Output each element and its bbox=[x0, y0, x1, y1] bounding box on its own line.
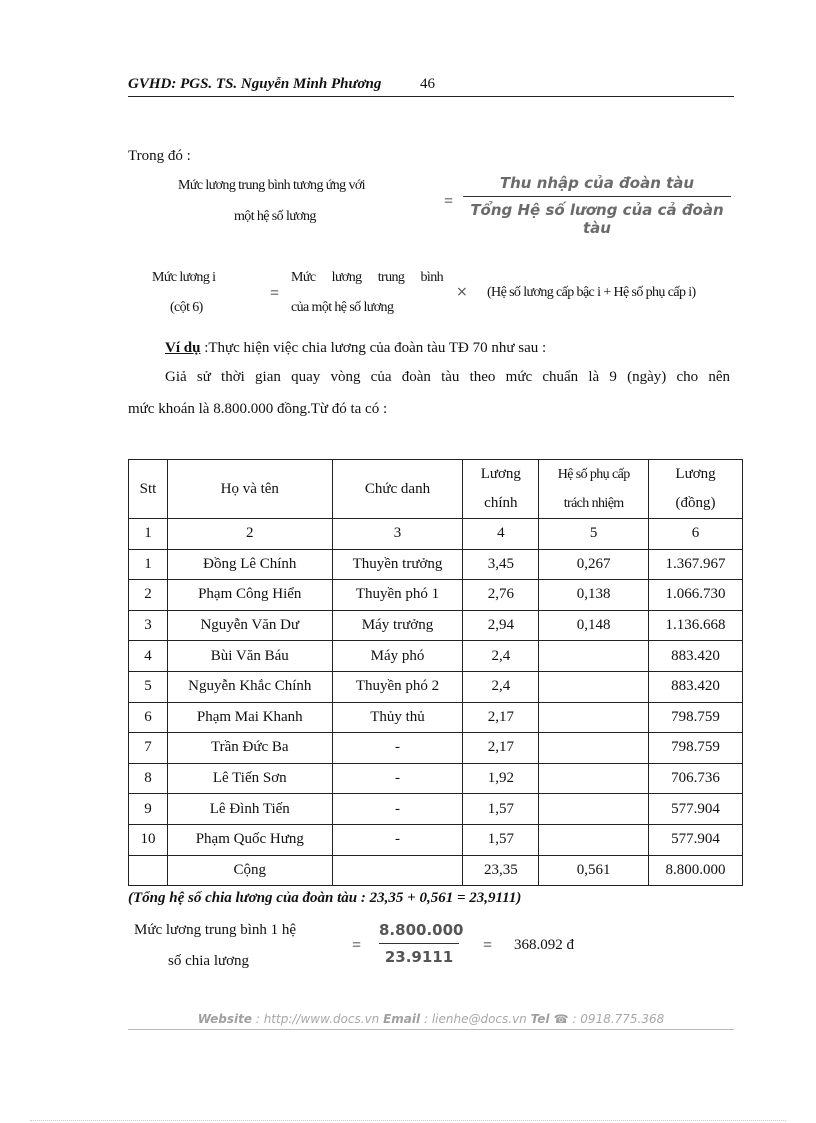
table-cell bbox=[539, 763, 649, 794]
table-cell: 5 bbox=[129, 671, 168, 702]
table-row bbox=[129, 702, 743, 733]
salary-table bbox=[128, 459, 743, 886]
table-cell: Nguyễn Khắc Chính bbox=[167, 671, 332, 702]
table-cell: Phạm Mai Khanh bbox=[167, 702, 332, 733]
table-cell: 23,35 bbox=[463, 855, 539, 886]
table-cell: Lê Đình Tiến bbox=[167, 794, 332, 825]
table-cell: 0,561 bbox=[539, 855, 649, 886]
table-cell: 1.066.730 bbox=[649, 580, 743, 611]
table-cell: 2 bbox=[129, 580, 168, 611]
table-index-row bbox=[129, 519, 743, 550]
table-cell: 10 bbox=[129, 824, 168, 855]
table-cell: 3,45 bbox=[463, 549, 539, 580]
page-bottom-border bbox=[30, 1120, 786, 1121]
table-cell: 3 bbox=[129, 610, 168, 641]
formula3-equals-2: = bbox=[483, 937, 493, 954]
table-cell: 577.904 bbox=[649, 794, 743, 825]
table-cell: 8 bbox=[129, 763, 168, 794]
footer-contact: Website : http://www.docs.vn Email : lienhe@docs.vn Tel ☎ : 0918.775.368 bbox=[197, 1012, 665, 1026]
table-cell bbox=[129, 855, 168, 886]
intro-text: Trong đó : bbox=[128, 148, 191, 164]
header-author: GVHD: PGS. TS. Nguyễn Minh Phương bbox=[128, 76, 382, 92]
formula3-fraction-bar bbox=[379, 943, 459, 944]
formula2-mid-line2: của một hệ số lương bbox=[291, 300, 394, 315]
formula1-denominator: Tổng Hệ số lương của cả đoàn tàu bbox=[470, 201, 724, 237]
table-cell: 883.420 bbox=[649, 641, 743, 672]
example-paragraph-line1: Giả sử thời gian quay vòng của đoàn tàu theo mức chuẩn là 9 (ngày) cho nên bbox=[165, 369, 730, 385]
header-divider bbox=[128, 96, 734, 97]
formula2-lhs-line1: Mức lương i bbox=[152, 270, 216, 285]
table-cell bbox=[539, 702, 649, 733]
table-cell: 2,76 bbox=[463, 580, 539, 611]
table-cell: 1.136.668 bbox=[649, 610, 743, 641]
table-cell: Nguyễn Văn Dư bbox=[167, 610, 332, 641]
table-row bbox=[129, 794, 743, 825]
header-cell-salary: Lương (đồng) bbox=[649, 460, 743, 519]
total-coefficient-note: (Tổng hệ số chia lương của đoàn tàu : 23,35 + 0,561 = 23,9111) bbox=[128, 890, 522, 906]
formula1-numerator: Thu nhập của đoàn tàu bbox=[499, 174, 695, 192]
formula1-lhs-line2: một hệ số lương bbox=[234, 209, 316, 224]
table-cell: 7 bbox=[129, 733, 168, 764]
table-row bbox=[129, 610, 743, 641]
table-cell: 577.904 bbox=[649, 824, 743, 855]
header-cell-position: Chức danh bbox=[332, 460, 463, 519]
header-cell-base-salary: Lương chính bbox=[463, 460, 539, 519]
table-cell: 0,138 bbox=[539, 580, 649, 611]
formula1-equals: = bbox=[444, 193, 454, 210]
table-cell: 0,267 bbox=[539, 549, 649, 580]
table-cell: - bbox=[332, 763, 463, 794]
table-cell: Thuyền trưởng bbox=[332, 549, 463, 580]
example-line bbox=[165, 340, 546, 357]
table-cell: 6 bbox=[129, 702, 168, 733]
table-cell: Lê Tiến Sơn bbox=[167, 763, 332, 794]
table-cell: 3 bbox=[332, 519, 463, 550]
formula3-equals: = bbox=[352, 937, 362, 954]
table-row bbox=[129, 824, 743, 855]
table-cell: Cộng bbox=[167, 855, 332, 886]
formula2-rhs: (Hệ số lương cấp bậc i + Hệ số phụ cấp i) bbox=[487, 285, 696, 300]
table-cell: 1,57 bbox=[463, 794, 539, 825]
table-cell: 5 bbox=[539, 519, 649, 550]
table-cell: Thủy thủ bbox=[332, 702, 463, 733]
table-row bbox=[129, 671, 743, 702]
table-cell: 883.420 bbox=[649, 671, 743, 702]
table-cell: 798.759 bbox=[649, 733, 743, 764]
header-cell-stt: Stt bbox=[129, 460, 168, 519]
page-number: 46 bbox=[420, 76, 435, 92]
example-label: Ví dụ bbox=[165, 340, 201, 356]
table-row bbox=[129, 580, 743, 611]
table-row bbox=[129, 763, 743, 794]
header-cell-allowance: Hệ số phụ cấp trách nhiệm bbox=[539, 460, 649, 519]
table-cell bbox=[539, 824, 649, 855]
table-cell: 2,4 bbox=[463, 641, 539, 672]
table-header-row bbox=[129, 460, 743, 519]
table-cell: 2,17 bbox=[463, 702, 539, 733]
formula3-numerator: 8.800.000 bbox=[379, 921, 464, 939]
header-cell-name: Họ và tên bbox=[167, 460, 332, 519]
table-cell: 6 bbox=[649, 519, 743, 550]
formula3-denominator: 23.9111 bbox=[384, 948, 454, 966]
table-cell: Phạm Công Hiển bbox=[167, 580, 332, 611]
table-cell: 798.759 bbox=[649, 702, 743, 733]
formula2-mid-line1: Mức lương trung bình bbox=[291, 270, 443, 285]
formula2-lhs-line2: (cột 6) bbox=[170, 300, 203, 315]
formula2-equals: = bbox=[270, 285, 280, 302]
table-cell: 0,148 bbox=[539, 610, 649, 641]
table-cell: - bbox=[332, 733, 463, 764]
table-total-row bbox=[129, 855, 743, 886]
formula1-lhs-line1: Mức lương trung bình tương ứng với bbox=[178, 178, 365, 193]
formula3-result: 368.092 đ bbox=[514, 937, 574, 953]
table-cell bbox=[332, 855, 463, 886]
table-cell: 1,92 bbox=[463, 763, 539, 794]
table-cell: - bbox=[332, 824, 463, 855]
table-cell: 1,57 bbox=[463, 824, 539, 855]
table-cell: Thuyền phó 1 bbox=[332, 580, 463, 611]
table-cell: - bbox=[332, 794, 463, 825]
example-text: :Thực hiện việc chia lương của đoàn tàu TĐ 70 như sau : bbox=[200, 340, 547, 356]
table-cell: 2,94 bbox=[463, 610, 539, 641]
example-paragraph-line2: mức khoán là 8.800.000 đồng.Từ đó ta có : bbox=[128, 401, 388, 417]
table-cell bbox=[539, 671, 649, 702]
table-cell: Trần Đức Ba bbox=[167, 733, 332, 764]
table-cell: 2,17 bbox=[463, 733, 539, 764]
table-cell: 4 bbox=[129, 641, 168, 672]
table-cell: 706.736 bbox=[649, 763, 743, 794]
table-cell: 1 bbox=[129, 519, 168, 550]
table-cell bbox=[539, 794, 649, 825]
table-cell: 2 bbox=[167, 519, 332, 550]
table-cell: 8.800.000 bbox=[649, 855, 743, 886]
table-cell: 1.367.967 bbox=[649, 549, 743, 580]
formula3-lhs-line2: số chia lương bbox=[168, 953, 250, 969]
table-cell: Đồng Lê Chính bbox=[167, 549, 332, 580]
formula1-fraction-bar bbox=[463, 196, 731, 197]
times-icon: × bbox=[456, 284, 468, 300]
table-cell: Phạm Quốc Hưng bbox=[167, 824, 332, 855]
table-cell: Máy trưởng bbox=[332, 610, 463, 641]
footer-divider bbox=[128, 1029, 734, 1030]
table-row bbox=[129, 549, 743, 580]
formula3-lhs-line1: Mức lương trung bình 1 hệ bbox=[134, 922, 297, 938]
table-cell: 4 bbox=[463, 519, 539, 550]
table-cell: Máy phó bbox=[332, 641, 463, 672]
table-cell: Bùi Văn Báu bbox=[167, 641, 332, 672]
table-cell: 9 bbox=[129, 794, 168, 825]
table-cell: Thuyền phó 2 bbox=[332, 671, 463, 702]
table-cell: 1 bbox=[129, 549, 168, 580]
table-cell bbox=[539, 733, 649, 764]
table-cell bbox=[539, 641, 649, 672]
table-cell: 2,4 bbox=[463, 671, 539, 702]
table-row bbox=[129, 733, 743, 764]
table-row bbox=[129, 641, 743, 672]
